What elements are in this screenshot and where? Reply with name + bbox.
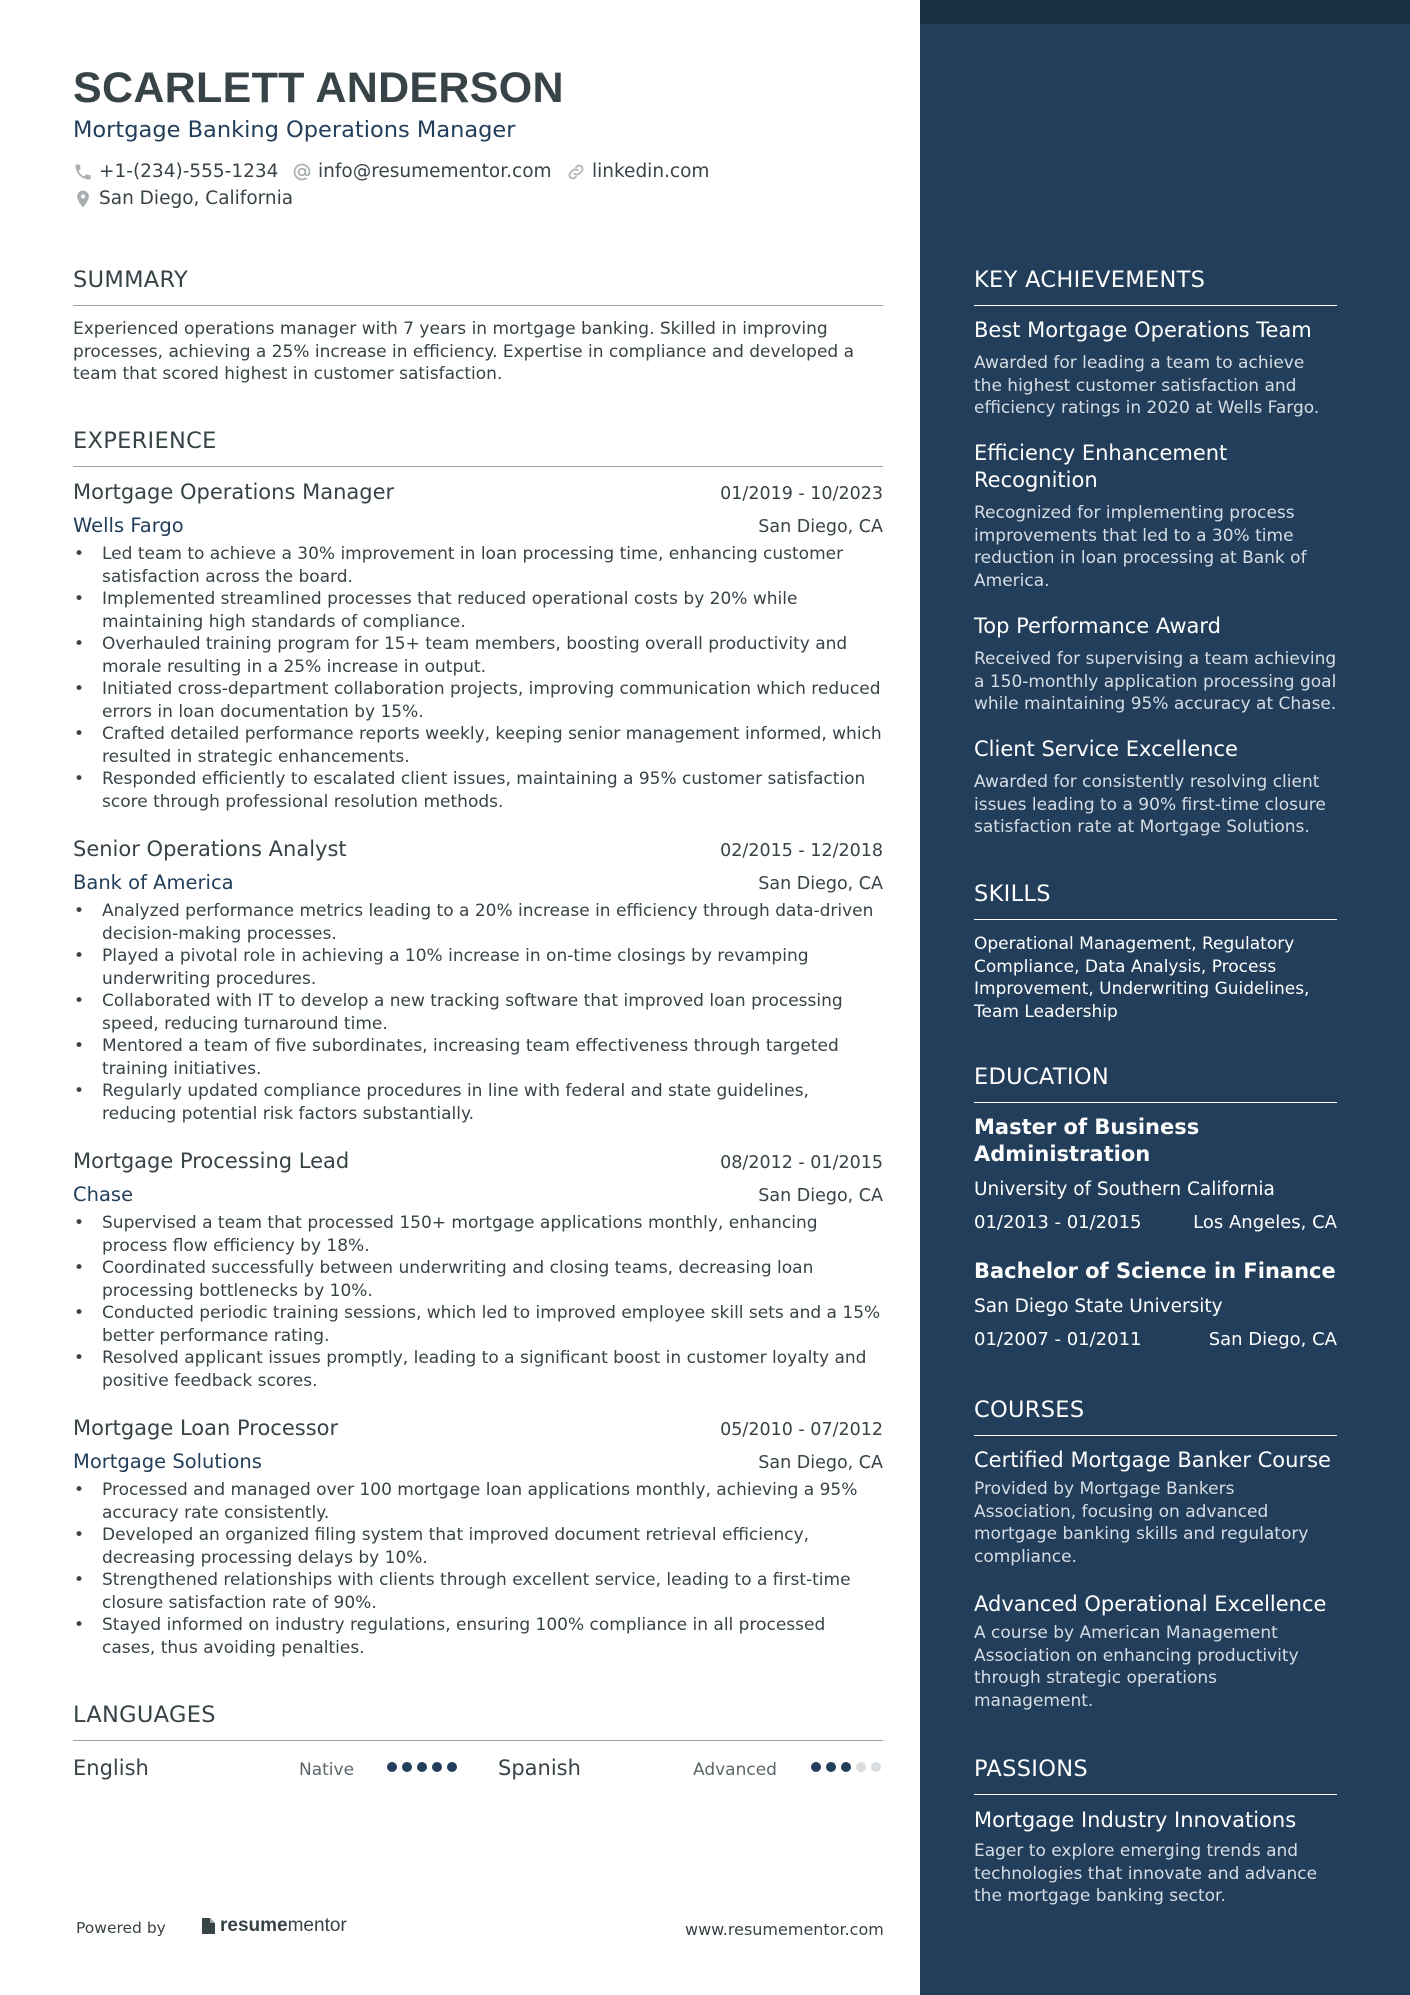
- job-dates: 01/2019 - 10/2023: [720, 484, 883, 504]
- logo-text-bold: resume: [220, 1915, 288, 1936]
- achievement-title: Client Service Excellence: [974, 737, 1238, 761]
- phone-icon: [73, 162, 93, 182]
- job-company: Chase: [73, 1183, 134, 1206]
- passions-heading: PASSIONS: [974, 1756, 1337, 1795]
- experience-heading: EXPERIENCE: [73, 428, 883, 467]
- achievement-title: Top Performance Award: [974, 614, 1222, 638]
- rating-dot-filled: [811, 1762, 821, 1772]
- job-title: Mortgage Loan Processor: [73, 1416, 339, 1440]
- job-bullet: • Developed an organized filing system that improved document retrieval efficiency, decreasing processing delays by 10%.: [73, 1524, 883, 1569]
- rating-dot-empty: [856, 1762, 866, 1772]
- job-company: Bank of America: [73, 871, 234, 894]
- skills-text: Operational Management, Regulatory Compliance, Data Analysis, Process Improvement, Underwriting Guidelines, Team Leadership: [974, 934, 1310, 1022]
- candidate-role: Mortgage Banking Operations Manager: [73, 117, 516, 143]
- job-title: Mortgage Operations Manager: [73, 480, 395, 504]
- at-icon: [292, 162, 312, 182]
- job-title: Senior Operations Analyst: [73, 837, 347, 861]
- achievement-desc: Received for supervising a team achieving a 150-monthly application processing goal while maintaining 95% accuracy at Chase.: [974, 649, 1337, 714]
- education-item: [974, 1258, 1337, 1350]
- job-company: Wells Fargo: [73, 514, 184, 537]
- achievement-desc: Awarded for consistently resolving client issues leading to a 90% first-time closure satisfaction rate at Mortgage Solutions.: [974, 772, 1326, 837]
- rating-dot-filled: [841, 1762, 851, 1772]
- job-bullet: • Coordinated successfully between underwriting and closing teams, decreasing loan processing bottlenecks by 10%.: [73, 1257, 883, 1302]
- job-bullet: • Supervised a team that processed 150+ mortgage applications monthly, enhancing process flow efficiency by 18%.: [73, 1212, 883, 1257]
- rating-dot-filled: [826, 1762, 836, 1772]
- education-location: Los Angeles, CA: [1193, 1212, 1337, 1233]
- powered-by-label: Powered by: [76, 1919, 166, 1937]
- job-location: San Diego, CA: [758, 1453, 883, 1473]
- rating-dot-filled: [432, 1762, 442, 1772]
- job-bullet: • Initiated cross-department collaboration projects, improving communication which reduced errors in loan documentation by 15%.: [73, 678, 883, 723]
- job-bullets: [73, 1212, 883, 1392]
- education-dates: 01/2007 - 01/2011: [974, 1329, 1142, 1350]
- rating-dot-filled: [387, 1762, 397, 1772]
- skills-heading: SKILLS: [974, 881, 1337, 920]
- achievement-title: Best Mortgage Operations Team: [974, 318, 1312, 342]
- summary-heading: SUMMARY: [73, 267, 883, 306]
- contact-location: [73, 188, 293, 209]
- resumementor-logo[interactable]: [199, 1915, 347, 1937]
- job-bullets: [73, 543, 883, 813]
- achievement-item: [974, 440, 1337, 592]
- contact-email[interactable]: [292, 161, 552, 182]
- language-rating: [387, 1762, 457, 1772]
- job-bullet: • Analyzed performance metrics leading to a 20% increase in efficiency through data-driven decision-making processes.: [73, 900, 883, 945]
- job-bullet: • Stayed informed on industry regulations, ensuring 100% compliance in all processed cases, thus avoiding penalties.: [73, 1614, 883, 1659]
- job-dates: 08/2012 - 01/2015: [720, 1153, 883, 1173]
- job-company: Mortgage Solutions: [73, 1450, 262, 1473]
- passion-item: [974, 1807, 1337, 1908]
- summary-text: Experienced operations manager with 7 years in mortgage banking. Skilled in improving processes, achieving a 25% increase in efficiency. Expertise in compliance and developed a team that scored highest in customer satisfaction.: [73, 319, 855, 384]
- courses-heading: COURSES: [974, 1397, 1337, 1436]
- contact-phone[interactable]: [73, 161, 278, 182]
- language-rating: [811, 1762, 881, 1772]
- job-entry: [73, 837, 883, 1125]
- job-dates: 02/2015 - 12/2018: [720, 841, 883, 861]
- achievement-desc: Awarded for leading a team to achieve the highest customer satisfaction and efficiency ratings in 2020 at Wells Fargo.: [974, 353, 1320, 418]
- education-school: San Diego State University: [974, 1296, 1223, 1317]
- job-bullet: • Implemented streamlined processes that reduced operational costs by 20% while maintaining high standards of compliance.: [73, 588, 883, 633]
- job-bullet: • Crafted detailed performance reports weekly, keeping senior management informed, which resulted in strategic enhancements.: [73, 723, 883, 768]
- rating-dot-filled: [402, 1762, 412, 1772]
- job-bullet: • Collaborated with IT to develop a new tracking software that improved loan processing speed, reducing turnaround time.: [73, 990, 883, 1035]
- language-name: English: [73, 1756, 149, 1780]
- contact-linkedin[interactable]: [566, 161, 709, 182]
- achievement-item: [974, 613, 1337, 716]
- location-text: San Diego, California: [99, 188, 294, 209]
- language-name: Spanish: [498, 1756, 581, 1780]
- education-dates: 01/2013 - 01/2015: [974, 1212, 1142, 1233]
- job-entry: [73, 480, 883, 813]
- resumementor-logo-icon: [199, 1916, 217, 1936]
- rating-dot-filled: [447, 1762, 457, 1772]
- job-bullet: • Strengthened relationships with clients through excellent service, leading to a first-time closure satisfaction rate of 90%.: [73, 1569, 883, 1614]
- course-item: [974, 1447, 1337, 1568]
- email-text: info@resumementor.com: [318, 161, 552, 182]
- education-location: San Diego, CA: [1208, 1329, 1337, 1350]
- job-title: Mortgage Processing Lead: [73, 1149, 350, 1173]
- job-dates: 05/2010 - 07/2012: [720, 1420, 883, 1440]
- course-desc: Provided by Mortgage Bankers Association, focusing on advanced mortgage banking skills and regulatory compliance.: [974, 1479, 1309, 1567]
- logo-text-light: mentor: [287, 1915, 347, 1936]
- footer-url[interactable]: www.resumementor.com: [685, 1920, 884, 1939]
- job-entry: [73, 1149, 883, 1392]
- job-bullet: • Led team to achieve a 30% improvement in loan processing time, enhancing customer satisfaction across the board.: [73, 543, 883, 588]
- candidate-name: SCARLETT ANDERSON: [73, 64, 564, 112]
- achievement-desc: Recognized for implementing process improvements that led to a 30% time reduction in loan processing at Bank of America.: [974, 503, 1307, 591]
- achievement-item: [974, 317, 1337, 420]
- rating-dot-empty: [871, 1762, 881, 1772]
- job-bullet: • Processed and managed over 100 mortgage loan applications monthly, achieving a 95% accuracy rate consistently.: [73, 1479, 883, 1524]
- education-degree: Master of Business Administration: [974, 1115, 1200, 1166]
- passion-title: Mortgage Industry Innovations: [974, 1808, 1297, 1832]
- job-entry: [73, 1416, 883, 1659]
- job-location: San Diego, CA: [758, 517, 883, 537]
- job-bullet: • Mentored a team of five subordinates, increasing team effectiveness through targeted training initiatives.: [73, 1035, 883, 1080]
- rating-dot-filled: [417, 1762, 427, 1772]
- achievement-title: Efficiency Enhancement Recognition: [974, 441, 1228, 492]
- education-item: [974, 1114, 1337, 1233]
- job-bullet: • Played a pivotal role in achieving a 10% increase in on-time closings by revamping underwriting procedures.: [73, 945, 883, 990]
- education-heading: EDUCATION: [974, 1064, 1337, 1103]
- sidebar: [920, 0, 1410, 1995]
- education-school: University of Southern California: [974, 1179, 1275, 1200]
- job-bullet: • Responded efficiently to escalated client issues, maintaining a 95% customer satisfaction score through professional resolution methods.: [73, 768, 883, 813]
- sidebar-top-bar: [920, 0, 1410, 24]
- course-title: Certified Mortgage Banker Course: [974, 1448, 1331, 1472]
- language-level: Advanced: [693, 1760, 777, 1780]
- job-location: San Diego, CA: [758, 1186, 883, 1206]
- job-bullet: • Overhauled training program for 15+ team members, boosting overall productivity and morale resulting in a 25% increase in output.: [73, 633, 883, 678]
- location-pin-icon: [73, 189, 93, 209]
- phone-text: +1-(234)-555-1234: [99, 161, 279, 182]
- course-item: [974, 1591, 1337, 1712]
- link-icon: [566, 162, 586, 182]
- course-title: Advanced Operational Excellence: [974, 1592, 1327, 1616]
- job-location: San Diego, CA: [758, 874, 883, 894]
- achievement-item: [974, 736, 1337, 839]
- languages-heading: LANGUAGES: [73, 1702, 883, 1741]
- job-bullets: [73, 900, 883, 1125]
- achievements-heading: KEY ACHIEVEMENTS: [974, 267, 1337, 306]
- course-desc: A course by American Management Association on enhancing productivity through strategic operations management.: [974, 1623, 1299, 1711]
- language-level: Native: [299, 1760, 355, 1780]
- linkedin-text: linkedin.com: [592, 161, 710, 182]
- passion-desc: Eager to explore emerging trends and technologies that innovate and advance the mortgage banking sector.: [974, 1841, 1318, 1906]
- job-bullet: • Regularly updated compliance procedures in line with federal and state guidelines, reducing potential risk factors substantially.: [73, 1080, 883, 1125]
- education-degree: Bachelor of Science in Finance: [974, 1259, 1336, 1283]
- job-bullets: [73, 1479, 883, 1659]
- job-bullet: • Conducted periodic training sessions, which led to improved employee skill sets and a 15% better performance rating.: [73, 1302, 883, 1347]
- job-bullet: • Resolved applicant issues promptly, leading to a significant boost in customer loyalty and positive feedback scores.: [73, 1347, 883, 1392]
